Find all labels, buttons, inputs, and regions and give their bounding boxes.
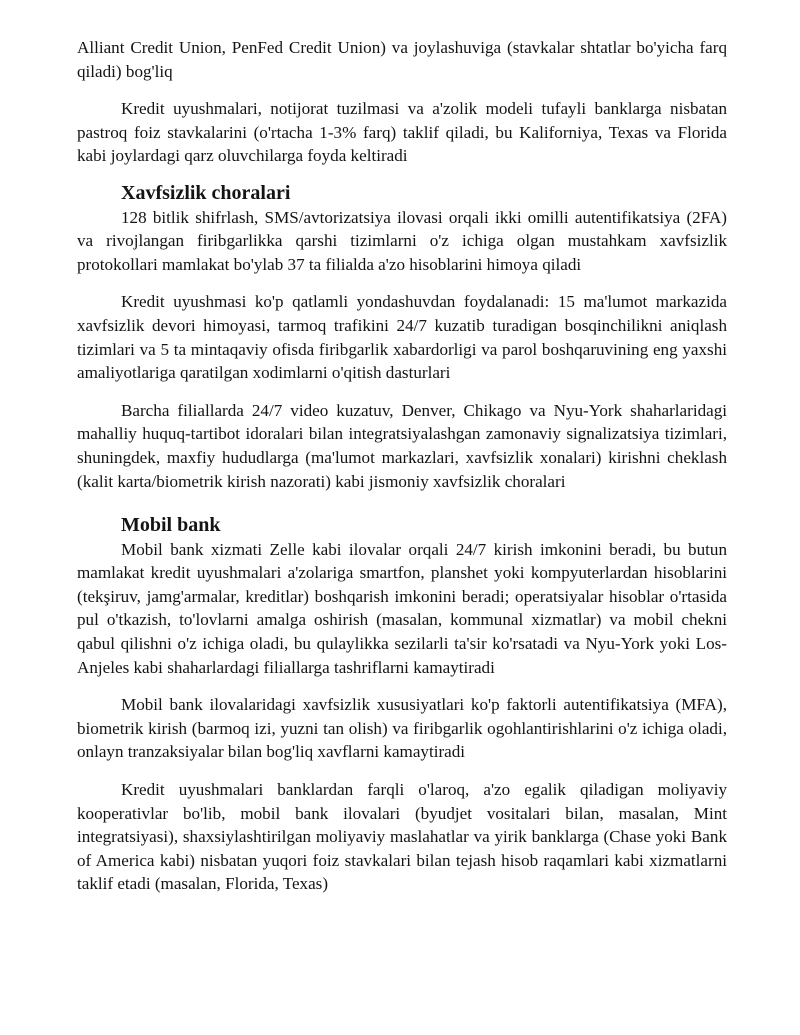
security-paragraph-3: Barcha filiallarda 24/7 video kuzatuv, Denver, Chikago va Nyu-York shaharlaridagi mahalliy huquq-tartibot idoralari bilan integratsiyalashgan zamonaviy signalizatsiya tizimlari, shuningdek, maxfiy hududlarga (ma'lumot markazlari, xavfsizlik xonalari) kirishni cheklash (kalit karta/biometrik kirish nazorati) kabi jismoniy xavfsizlik choralari [77,400,727,491]
intro-fragment: Alliant Credit Union, PenFed Credit Union) va joylashuviga (stavkalar shtatlar bo'yicha farq qiladi) bog'liq [77,38,727,81]
mobile-bank-paragraph-2: Mobil bank ilovalaridagi xavfsizlik xususiyatlari ko'p faktorli autentifikatsiya (MFA), biometrik kirish (barmoq izi, yuzni tan olish) va firibgarlik ogohlantirishlarini o'z ichiga oladi, onlayn tranzaksiyalar bilan bog'liq xavflarni kamaytiradi [77,695,727,762]
section-heading-security: Xavfsizlik choralari [121,181,291,204]
mobile-bank-paragraph-1: Mobil bank xizmati Zelle kabi ilovalar orqali 24/7 kirish imkonini beradi, bu butun mamlakat kredit uyushmalari a'zolariga smartfon, planshet yoki kompyuterlardan hisoblarini (tekşiruv, jamg'armalar, kreditlar) boshqarish imkonini beradi; operatsiyalar hisoblar o'rtasida pul o'tkazish, to'lovlarni amalga oshirish (masalan, kommunal xizmatlar) va mobil chekni qabul qilishni o'z ichiga oladi, bu qulaylikka sezilarli ta'sir ko'rsatadi va Nyu-York yoki Los-Anjeles kabi shaharlardagi filiallarga tashriflarni kamaytiradi [77,539,727,677]
security-paragraph-2: Kredit uyushmasi ko'p qatlamli yondashuvdan foydalanadi: 15 ma'lumot markazida xavfsizlik devori himoyasi, tarmoq trafikini 24/7 kuzatib turadigan bosqinchilikni aniqlash tizimlari va 5 ta mintaqaviy ofisda firibgarlik xabardorligi va parol boshqaruvining eng yaxshi amaliyotlariga qaratilgan xodimlarni o'qitish dasturlari [77,292,727,383]
document-page [77,36,727,896]
security-paragraph-1: 128 bitlik shifrlash, SMS/avtorizatsiya ilovasi orqali ikki omilli autentifikatsiya (2FA) va rivojlangan firibgarlikka qarshi tizimlarni o'z ichiga olgan mustahkam xavfsizlik protokollari mamlakat bo'ylab 37 ta filialda a'zo hisoblarini himoya qiladi [77,207,727,274]
section-heading-mobile-bank: Mobil bank [121,514,221,537]
mobile-bank-paragraph-3: Kredit uyushmalari banklardan farqli o'laroq, a'zo egalik qiladigan moliyaviy kooperativlar bo'lib, mobil bank ilovalari (byudjet vositalari bilan, masalan, Mint integratsiyasi), shaxsiylashtirilgan moliyaviy maslahatlar va yirik banklarga (Chase yoki Bank of America kabi) nisbatan yuqori foiz stavkalari bilan tejash hisob raqamlari kabi xizmatlarni taklif etadi (masalan, Florida, Texas) [77,780,727,894]
intro-paragraph: Kredit uyushmalari, notijorat tuzilmasi va a'zolik modeli tufayli banklarga nisbatan pastroq foiz stavkalarini (o'rtacha 1-3% farq) taklif qiladi, bu Kaliforniya, Texas va Florida kabi joylardagi qarz oluvchilarga foyda keltiradi [77,99,727,166]
